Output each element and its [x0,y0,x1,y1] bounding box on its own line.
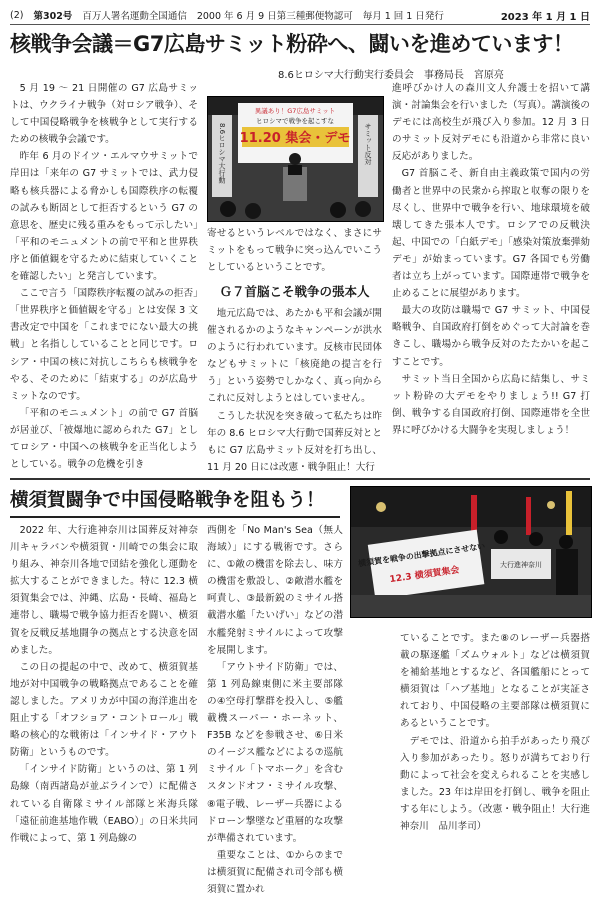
paragraph: ここで言う「国際秩序転覆の試みの拒否」「世界秩序と価値観を守る」とは安保 3 文書改定で中国を「これまでにない最大の挑戦」と名指ししていることと同じです。ロシア・中国の核に対抗しこちらも核戦争をやる、そのために「結束する」のが広島サミットなのです。 [10,288,198,402]
paragraph: 「平和のモニュメント」の前で G7 首脳が居並び、「被爆地に認められた G7」としてロシア・中国への核戦争を正当化しようとしている。戦争の危機を引き [10,407,198,471]
event-photo-1 [207,96,384,222]
article1-col1 [10,80,198,473]
paragraph: サミット当日全国から広島に結集し、サミット粉砕の大デモをやりましょう!! G7 打倒、戦争する自国政府打倒、国際連帯を全世界に呼びかける大闘争を実現しましょう！ [392,373,590,436]
paragraph: デモでは、沿道から拍手があったり飛び入り参加があったり。怒りが満ちており行動によって社会を変えられることを実感しました。23 年は岸田を打倒し、戦争を阻止する年にしよう。（改憲・戦争阻止！大行進神奈川 品川孝司） [400,735,590,833]
article2-col3 [400,630,590,835]
paragraph: G7 首脳こそ、新自由主義政策で国内の労働者と世界中の民衆から搾取と収奪の限りを尽くし、世界中で戦争を行い、地球環境を破壊してきた張本人です。ロシアでの反戦決起、中国での「白紙デモ」「感染対策放棄弾劾デモ」が始まっています。G7 各国でも労働者は立ち上がっています。国際連帯で戦争を止めることに展望があります。 [392,168,590,300]
paragraph: 進呼びかけ人の森川文人弁護士を招いて講演・討論集会を行いました（写真）。講演後のデモには高校生が飛び入り参加。12 月 3 日のサミット反対デモにも沿道から非常に良い反応がありました。 [392,83,590,163]
paragraph: 「アウトサイド防衛」では、第 1 列島線東側に米主要部隊の④空母打撃群を投入し、⑤艦載機スーパー・ホーネット、F35B などを参戦させ、⑥日米のイージス艦などによる⑦巡航ミサイル「トマホーク」を含むスタンドオフ・ミサイル攻撃、⑧電子戦、レーザー兵器によるドローン撃墜など重層的な攻撃が準備されています。 [207,661,343,844]
paragraph: 5 月 19 ～ 21 日開催の G7 広島サミットは、ウクライナ戦争（対ロシア戦争）、そして中国侵略戦争を核戦争として実行するための核戦争会議です。 [10,83,198,146]
side-banner-text: 大行進神奈川 [500,561,542,569]
issue-date: 2023 年 1 月 1 日 [500,11,590,23]
paragraph: 2022 年、大行進神奈川は国葬反対神奈川キャラバンや横須賀・川崎での集会に取り組み、神奈川各地で団結を強化し運動を拡大することができました。特に 12.3 横須賀集会では、沖縄、広島・長崎、福島と連帯し、職場で戦争協力拒否を闘い、横須賀を反戦反基地闘争の拠点とする決意を固めました。 [10,525,198,656]
article2-col1 [10,522,198,847]
article1-subhead: Ｇ７首脳こそ戦争の張本人 [219,284,370,299]
article1-col2a [207,225,382,276]
side-banner-left-text: 8.6ヒロシマ大行動 [218,123,226,184]
event-photo-1-graphic [208,97,383,221]
protest-banner-sub-text: 12.3 横須賀集会 [389,565,461,586]
stage-banner-top-text: 異議あり！G7広島サミット [254,107,336,115]
paragraph: 昨年 6 月のドイツ・エルマウサミットで岸田は「来年の G7 サミットでは、武力侵略も核兵器による脅かしも国際秩序の転覆の試みも断固として拒否するという G7 の意思を、歴史に残る重みをもって示したい」「平和のモニュメントの前で平和と世界秩序と価値観を守るために結束していくことを確認したい」と発言しています。 [10,151,198,283]
title-underline [10,516,340,518]
article2-title: 横須賀闘争で中国侵略戦争を阻もう！ [10,490,325,511]
paragraph: 地元広島では、あたかも平和会議が開催されるかのようなキャンペーンが洪水のように行われています。反核市民団体などもサミットに「核廃絶の提言を行う」という姿勢でしかなく、真っ向からこれに反対しようとはしていません。 [207,308,382,405]
stage-banner-main-text: 11.20 集会・デモ [239,131,351,146]
demo-photo-2-graphic [351,487,591,617]
paragraph: 寄せるというレベルではなく、まさにサミットをもって戦争に突っ込んでいこうとしているということです。 [207,228,382,274]
paragraph: 重要なことは、①から⑦までは横須賀に配備され司令部も横須賀に置かれ [207,849,343,895]
paragraph: 最大の攻防は職場で G7 サミット、中国侵略戦争、自国政府打倒をめぐって大討論を巻きこし、職場から戦争反対のたたかいを起こすことです。 [392,305,590,368]
article1-col3 [392,80,590,439]
side-banner-right-text: サミット反対 [364,123,372,165]
article2-col2 [207,522,343,898]
stage-banner-sub-text: ヒロシマで戦争を起こすな [256,117,334,125]
publisher: 百万人署名運動全国通信 [82,11,187,22]
demo-photo-2 [350,486,592,618]
page-header [10,6,590,25]
paragraph: こうした状況を突き破って私たちは昨年の 8.6 ヒロシマ大行動で国葬反対とともに G7 広島サミット反対を打ち出し、11 月 20 日には改憲・戦争阻止！大行 [207,410,382,473]
page-number: (2) [10,9,24,21]
paragraph: この日の提起の中で、改めて、横須賀基地が対中国戦争の戦略拠点であることを確認しました。アメリカが中国の海洋進出を阻止する「オフショア・コントロール」戦略の核心的な戦術は「インサイド・アウト防衛」というものです。 [10,661,198,759]
article1-col2b [207,305,382,476]
section-divider [10,478,590,480]
protest-banner-main-text: 横須賀を戦争の出撃拠点にさせない [357,541,486,569]
article1-title: 核戦争会議＝G7広島サミット粉砕へ、闘いを進めています！ [10,32,574,56]
paragraph: ていることです。また⑧のレーザー兵器搭載の駆逐艦「ズムウォルト」などは横須賀を補給基地とするなど、各国艦船にとって横須賀は「ハブ基地」となることが実証されており、中国侵略の主要部隊は横須賀にあるということです。 [400,633,590,730]
paragraph: 西側を「No Man's Sea（無人海域）」にする戦術です。さらに、①敵の機雷を除去し、味方の機雷を敷設し、②敵潜水艦を呵責し、③最新鋭のミサイル搭載潜水艦「たいげい」などの潜水艦発射ミサイルによって攻撃を展開します。 [207,525,343,656]
paragraph: 「インサイド防衛」というのは、第 1 列島線（南西諸島が並ぶラインで）に配備されている自衛隊ミサイル部隊と米海兵隊「遠征前進基地作戦（EABO）」の日米共同作戦によって、第 1 列島線の [10,764,198,844]
frequency: 毎月 1 回 1 日発行 [362,11,444,22]
postal-permit: 2000 年 6 月 9 日第三種郵便物認可 [196,11,353,22]
speaker [289,153,301,165]
issue-number: 第302号 [33,11,73,22]
article1-byline: 8.6ヒロシマ大行動実行委員会 事務局長 宮原亮 [278,70,504,81]
